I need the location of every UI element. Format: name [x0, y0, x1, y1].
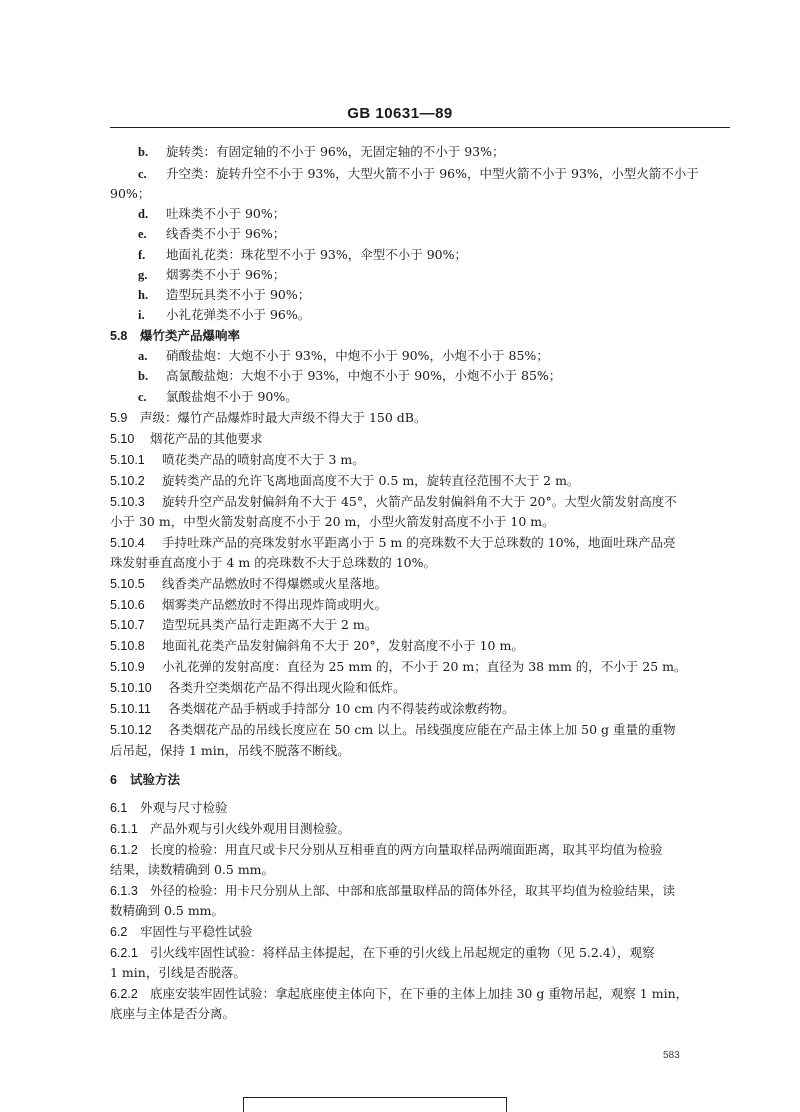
clause-5-10-11 [110, 701, 515, 717]
item-letter: h. [138, 288, 149, 302]
clause-text: 外径的检验：用卡尺分别从上部、中部和底部量取样品的筒体外径，取其平均值为检验结果，读 [150, 883, 676, 898]
item-text: 线香类不小于 96%； [166, 226, 286, 241]
clause-6-1-3 [110, 883, 675, 899]
item-letter: b. [138, 369, 149, 383]
item-5-8-c [138, 389, 298, 405]
clause-number: 6.1.1 [110, 822, 138, 836]
section-title: 试验方法 [130, 772, 181, 787]
item-5-7-b [138, 144, 505, 160]
clause-number: 5.10.12 [110, 723, 152, 737]
section-6-1-heading [110, 800, 228, 816]
clause-text: 长度的检验：用直尺或卡尺分别从互相垂直的两方向量取样品两端面距离，取其平均值为检验 [150, 842, 663, 857]
clause-5-10-9 [110, 659, 686, 675]
clause-number: 6.2.1 [110, 946, 138, 960]
section-number: 6.1 [110, 801, 128, 815]
item-text: 氯酸盐炮不小于 90%。 [166, 389, 298, 404]
section-title: 烟花产品的其他要求 [150, 431, 263, 446]
clause-text: 各类烟花产品手柄或手持部分 10 cm 内不得装药或涂敷药物。 [168, 701, 515, 716]
clause-5-10-12-cont: 后吊起，保持 1 min，吊线不脱落不断线。 [110, 743, 350, 758]
item-text: 造型玩具类不小于 90%； [166, 287, 311, 302]
clause-6-1-2 [110, 842, 663, 858]
section-6-heading [110, 772, 180, 788]
clause-number: 5.10.6 [110, 598, 145, 612]
item-5-8-a [138, 348, 549, 364]
clause-text: 旋转升空产品发射偏斜角不大于 45°，火箭产品发射偏斜角不大于 20°。大型火箭发射高度不 [162, 494, 677, 509]
item-5-7-c [138, 166, 699, 182]
clause-number: 6.1.2 [110, 843, 138, 857]
clause-number: 6.1.3 [110, 884, 138, 898]
section-title: 外观与尺寸检验 [140, 800, 228, 815]
item-5-7-e [138, 226, 285, 242]
clause-5-10-6 [110, 597, 387, 613]
item-text: 升空类：旋转升空不小于 93%，大型火箭不小于 96%，中型火箭不小于 93%，小型火箭不小于 [166, 166, 699, 181]
clause-text: 小礼花弹的发射高度：直径为 25 mm 的，不小于 20 m；直径为 38 mm 的，不小于 25 m。 [162, 659, 687, 674]
clause-number: 5.10.9 [110, 660, 145, 674]
clause-5-10-2 [110, 473, 579, 489]
item-text: 小礼花弹类不小于 96%。 [166, 307, 311, 322]
item-5-7-i [138, 307, 310, 323]
clause-text: 造型玩具类产品行走距离不大于 2 m。 [162, 617, 378, 632]
item-5-7-c-cont: 90%； [110, 186, 151, 201]
clause-5-10-3 [110, 494, 677, 510]
clause-text: 手持吐珠产品的亮珠发射水平距离小于 5 m 的亮珠数不大于总珠数的 10%，地面吐珠产品亮 [162, 535, 676, 550]
header-rule [110, 127, 730, 128]
section-5-10-heading [110, 431, 263, 447]
clause-6-1-3-cont: 数精确到 0.5 mm。 [110, 903, 225, 918]
clause-5-10-7 [110, 617, 377, 633]
clause-6-2-2 [110, 986, 688, 1002]
clause-5-10-12 [110, 722, 676, 738]
clause-5-10-1 [110, 452, 365, 468]
clause-number: 5.10.5 [110, 577, 145, 591]
section-5-8-heading [110, 328, 240, 344]
item-5-7-h [138, 287, 310, 303]
clause-number: 5.10.3 [110, 495, 145, 509]
clause-number: 5.10.7 [110, 618, 145, 632]
item-letter: c. [138, 167, 147, 181]
clause-6-2-1-cont: 1 min，引线是否脱落。 [110, 965, 246, 980]
section-6-2-heading [110, 924, 253, 940]
item-text: 旋转类：有固定轴的不小于 96%，无固定轴的不小于 93%； [166, 144, 505, 159]
clause-5-10-4-cont: 珠发射垂直高度小于 4 m 的亮珠数不大于总珠数的 10%。 [110, 555, 436, 570]
item-5-7-g [138, 267, 285, 283]
clause-6-1-1 [110, 821, 350, 837]
clause-6-2-1 [110, 945, 655, 961]
item-5-8-b [138, 368, 561, 384]
section-text: 声级：爆竹产品爆炸时最大声级不得大于 150 dB。 [140, 410, 427, 425]
clause-5-10-10 [110, 680, 406, 696]
item-text: 地面礼花类：珠花型不小于 93%，伞型不小于 90%； [166, 247, 468, 262]
clause-number: 5.10.2 [110, 474, 145, 488]
item-letter: b. [138, 145, 149, 159]
clause-text: 产品外观与引火线外观用目测检验。 [150, 821, 351, 836]
item-letter: f. [138, 248, 146, 262]
section-number: 6 [110, 773, 117, 787]
clause-number: 5.10.4 [110, 536, 145, 550]
clause-text: 地面礼花类产品发射偏斜角不大于 20°，发射高度不小于 10 m。 [162, 638, 524, 653]
clause-text: 底座安装牢固性试验：拿起底座使主体向下，在下垂的主体上加挂 30 g 重物吊起，观察 1 min， [150, 986, 689, 1001]
section-number: 5.8 [110, 329, 128, 343]
clause-text: 旋转类产品的允许飞离地面高度不大于 0.5 m，旋转直径范围不大于 2 m。 [162, 473, 580, 488]
item-text: 吐珠类不小于 90%； [166, 206, 286, 221]
page-header-title: GB 10631—89 [347, 105, 453, 122]
clause-6-1-2-cont: 结果，读数精确到 0.5 mm。 [110, 862, 275, 877]
item-letter: e. [138, 227, 147, 241]
clause-5-10-8 [110, 638, 524, 654]
item-text: 高氯酸盐炮：大炮不小于 93%，中炮不小于 90%，小炮不小于 85%； [166, 368, 562, 383]
section-number: 6.2 [110, 925, 128, 939]
clause-5-10-4 [110, 535, 675, 551]
clause-text: 烟雾类产品燃放时不得出现炸筒或明火。 [162, 597, 388, 612]
section-title: 爆竹类产品爆响率 [140, 328, 241, 343]
section-number: 5.10 [110, 432, 135, 446]
item-letter: d. [138, 207, 149, 221]
section-title: 牢固性与平稳性试验 [140, 924, 253, 939]
clause-number: 6.2.2 [110, 987, 138, 1001]
item-letter: g. [138, 268, 148, 282]
item-letter: i. [138, 308, 145, 322]
item-5-7-f [138, 247, 467, 263]
clause-number: 5.10.8 [110, 639, 145, 653]
item-text: 烟雾类不小于 96%； [166, 267, 286, 282]
section-number: 5.9 [110, 411, 128, 425]
footer-box [243, 1097, 507, 1112]
item-letter: c. [138, 390, 147, 404]
clause-text: 引火线牢固性试验：将样品主体提起，在下垂的引火线上吊起规定的重物（见 5.2.4），观察 [150, 945, 655, 960]
page-number: 583 [663, 1050, 680, 1061]
clause-text: 各类升空类烟花产品不得出现火险和低炸。 [168, 680, 406, 695]
clause-number: 5.10.1 [110, 453, 145, 467]
clause-6-2-2-cont: 底座与主体是否分离。 [110, 1006, 236, 1021]
item-5-7-d [138, 206, 285, 222]
clause-text: 喷花类产品的喷射高度不大于 3 m。 [162, 452, 365, 467]
item-letter: a. [138, 349, 148, 363]
clause-number: 5.10.11 [110, 702, 151, 716]
clause-number: 5.10.10 [110, 681, 152, 695]
clause-text: 各类烟花产品的吊线长度应在 50 cm 以上。吊线强度应能在产品主体上加 50 g 重量的重物 [168, 722, 676, 737]
section-5-9 [110, 410, 427, 426]
clause-5-10-3-cont: 小于 30 m，中型火箭发射高度不小于 20 m，小型火箭发射高度不小于 10 m。 [110, 514, 555, 529]
clause-5-10-5 [110, 576, 387, 592]
item-text: 硝酸盐炮：大炮不小于 93%，中炮不小于 90%，小炮不小于 85%； [166, 348, 549, 363]
clause-text: 线香类产品燃放时不得爆燃或火星落地。 [162, 576, 388, 591]
